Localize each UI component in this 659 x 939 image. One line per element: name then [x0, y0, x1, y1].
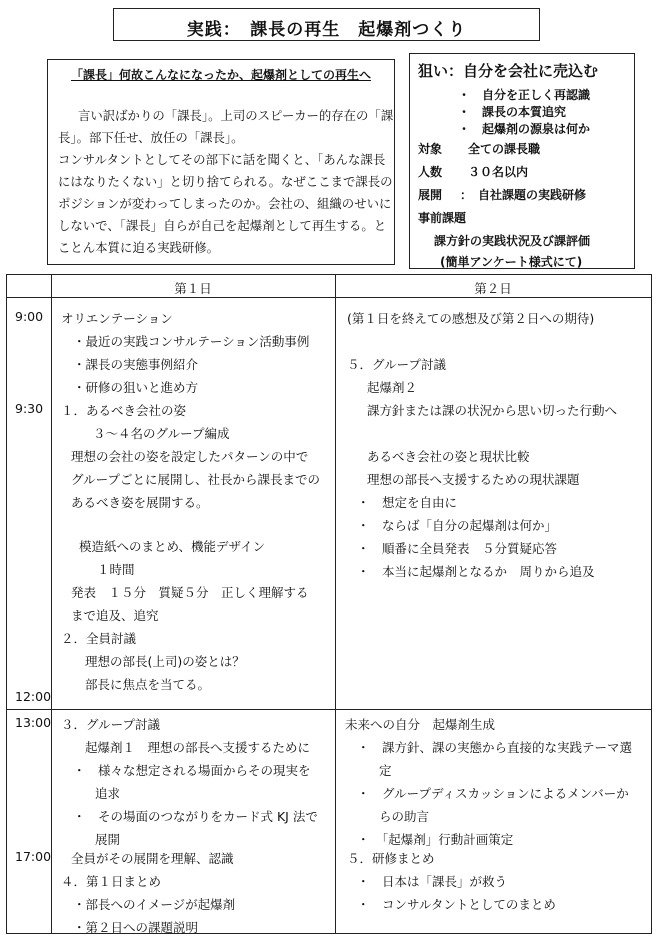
day1-item: ・研修の狙いと進め方 — [73, 380, 199, 395]
day1-item: ・最近の実践コンサルテーション活動事例 — [73, 334, 310, 349]
aim-item: ・ 課長の本質追究 — [458, 105, 567, 119]
header-divider — [7, 297, 651, 298]
aim-item: ・ 自分を正しく再認識 — [458, 88, 591, 102]
day1-item: 追求 — [95, 786, 121, 801]
pre-line: (簡単アンケート様式にて) — [440, 255, 583, 269]
day2-item: ・ 本当に起爆剤となるか 周りから追及 — [357, 564, 595, 579]
summary-box — [409, 53, 635, 269]
day1-item: 展開 — [95, 832, 121, 847]
day2-item: ５．グループ討議 — [347, 357, 447, 372]
intro-line: 言い訳ばかりの「課長」。上司のスピーカー的存在の「課 — [78, 108, 394, 123]
intro-box — [47, 59, 395, 265]
day1-item: ・部長へのイメージが起爆剤 — [73, 897, 236, 912]
day1-item: ・ 様々な想定される場面からその現実を — [73, 763, 311, 778]
page-title: 実践： 課長の再生 起爆剤つくり — [186, 20, 467, 40]
time-label: 12:00 — [15, 689, 52, 704]
day2-item: 課方針または課の状況から思い切った行動へ — [367, 403, 618, 418]
aim-heading: 狙い：自分を会社に売込む — [418, 62, 599, 80]
intro-line: にはなりたくない」と切り捨てられる。なぜここまで課長の — [58, 174, 393, 189]
day1-item: あるべき姿を展開する。 — [71, 495, 209, 510]
intro-line: ポジションが変わってしまったのか。会社の、組織のせいに — [58, 196, 392, 211]
day1-item: ・第２日への課題説明 — [73, 920, 199, 935]
day1-item: 起爆剤１ 理想の部長へ支援するために — [85, 740, 311, 755]
time-column-divider — [51, 275, 52, 933]
day1-item: １時間 — [97, 562, 135, 577]
day2-item: (第１日を終えての感想及び第２日への期待) — [347, 311, 595, 326]
day1-item: オリエンテーション — [61, 311, 173, 326]
day2-item: 理想の部長へ支援するための現状課題 — [367, 472, 580, 487]
day1-item: まで追及、追究 — [71, 608, 159, 623]
day1-item: ３～４名のグループ編成 — [93, 426, 230, 441]
people-value: ３０名以内 — [468, 165, 529, 179]
day2-item: ・ 課方針、課の実態から直接的な実践テーマ選 — [357, 740, 633, 755]
day2-item: 定 — [379, 763, 392, 778]
target-label: 対象 — [418, 142, 443, 156]
intro-line: ことん本質に迫る実践研修。 — [58, 240, 220, 255]
day2-item: ・ コンサルタントとしてのまとめ — [357, 897, 556, 912]
day2-item: ・ 「起爆剤」行動計画策定 — [357, 832, 514, 847]
day1-item: 理想の部長(上司)の姿とは？ — [85, 654, 245, 669]
day1-item: 模造紙へのまとめ、機能デザイン — [79, 539, 266, 554]
day1-item: １．あるべき会社の姿 — [61, 403, 187, 418]
day1-item: ・ その場面のつながりをカード式 KJ 法で — [73, 809, 318, 824]
dev-value: ： 自社課題の実践研修 — [460, 188, 587, 202]
day2-item: ・ 日本は「課長」が救う — [357, 874, 508, 889]
intro-line: しないで、「課長」自らが自己を起爆剤として再生する。と — [58, 218, 387, 233]
pre-label: 事前課題 — [418, 211, 467, 225]
intro-line: 長」。部下任せ、放任の「課長」。 — [58, 130, 244, 145]
day2-item: 起爆剤２ — [367, 380, 418, 395]
day1-item: 発表 １５分 質疑５分 正しく理解する — [71, 585, 309, 600]
day1-header: 第１日 — [174, 281, 212, 296]
day1-item: 理想の会社の姿を設定したパターンの中で — [71, 449, 309, 464]
time-label: 9:00 — [15, 309, 44, 324]
time-label: 17:00 — [15, 849, 52, 864]
day1-item: ３．グループ討議 — [61, 717, 161, 732]
title-box — [113, 8, 540, 41]
day2-item: ・ グループディスカッションによるメンバーか — [357, 786, 629, 801]
day2-item: 未来への自分 起爆剤生成 — [345, 717, 496, 732]
pre-line: 課方針の実践状況及び課評価 — [434, 234, 591, 248]
intro-heading: 「課長」何故こんなになったか、起爆剤としての再生へ — [70, 68, 371, 82]
day2-item: らの助言 — [379, 809, 430, 824]
day2-item: ・ 順番に全員発表 ５分質疑応答 — [357, 541, 558, 556]
lunch-divider — [7, 709, 651, 710]
day2-header: 第２日 — [474, 281, 512, 296]
day1-item: ２．全員討議 — [61, 631, 137, 646]
day1-item: グループごとに展開し、社長から課長までの — [71, 472, 321, 487]
people-label: 人数 — [418, 165, 443, 179]
day1-item: ４．第１日まとめ — [61, 874, 162, 889]
target-value: 全ての課長職 — [468, 142, 541, 156]
day2-item: あるべき会社の姿と現状比較 — [367, 449, 530, 464]
day2-item: ・ 想定を自由に — [357, 495, 458, 510]
day1-item: 全員がその展開を理解、認識 — [71, 851, 234, 866]
dev-label: 展開 — [418, 188, 443, 202]
day1-item: ・課長の実態事例紹介 — [73, 357, 199, 372]
day2-item: ５．研修まとめ — [347, 851, 435, 866]
time-label: 9:30 — [15, 401, 44, 416]
intro-line: コンサルタントとしてその部下に話を聞くと、「あんな課長 — [58, 152, 386, 167]
day2-item: ・ ならば「自分の起爆剤は何か」 — [357, 518, 558, 533]
day-column-divider — [335, 275, 336, 933]
day1-item: 部長に焦点を当てる。 — [85, 677, 211, 692]
schedule-table — [6, 274, 652, 934]
aim-item: ・ 起爆剤の源泉は何か — [458, 122, 591, 136]
time-label: 13:00 — [15, 715, 52, 730]
